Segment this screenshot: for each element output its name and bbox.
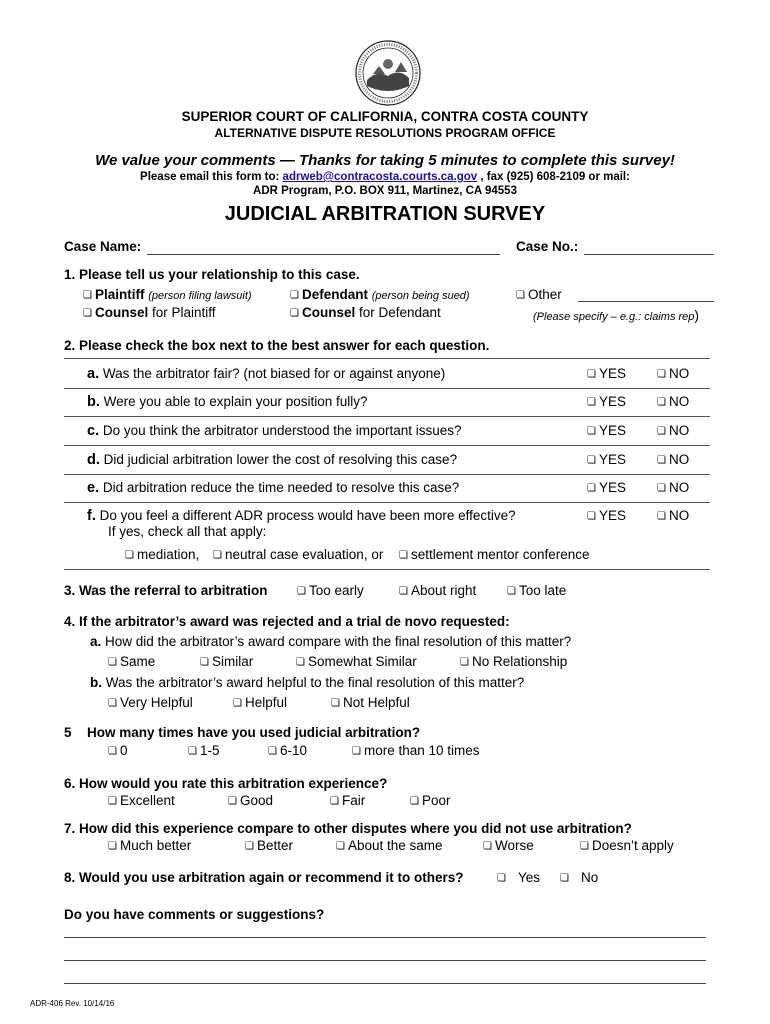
divider — [64, 569, 710, 570]
q4-a-question — [90, 634, 571, 649]
divider — [64, 445, 710, 446]
checkbox-icon[interactable]: ❏ — [587, 511, 596, 522]
checkbox-icon[interactable]: ❏ — [410, 796, 419, 807]
defendant-note: (person being sued) — [371, 290, 470, 302]
checkbox-icon[interactable]: ❏ — [483, 841, 492, 852]
yes-label: YES — [598, 394, 626, 409]
q1-counsel-defendant-option[interactable] — [290, 305, 441, 320]
q6-question: 6. How would you rate this arbitration experience? — [64, 776, 388, 791]
option-label: Very Helpful — [119, 695, 193, 710]
checkbox-icon[interactable]: ❏ — [336, 841, 345, 852]
checkbox-icon[interactable]: ❏ — [108, 796, 117, 807]
q7-better[interactable] — [245, 838, 293, 853]
option-label: settlement mentor conference — [410, 547, 590, 562]
q4-b-very-helpful[interactable] — [108, 695, 193, 710]
office-name: ALTERNATIVE DISPUTE RESOLUTIONS PROGRAM OFFICE — [214, 126, 556, 140]
divider — [64, 474, 710, 475]
q2-letter: c. — [87, 423, 100, 439]
comments-line-2[interactable] — [64, 960, 706, 961]
q4-a-similar[interactable] — [200, 654, 253, 669]
q4-b-letter: b. — [90, 675, 102, 690]
q2-question: 2. Please check the box next to the best answer for each question. — [64, 338, 490, 353]
comments-question: Do you have comments or suggestions? — [64, 907, 325, 922]
plaintiff-label: Plaintiff — [94, 287, 145, 302]
email-link[interactable]: adrweb@contracosta.courts.ca.gov — [282, 171, 478, 183]
comments-line-1[interactable] — [64, 937, 706, 938]
q2-f-settlement[interactable] — [399, 547, 590, 562]
q6-poor[interactable] — [410, 793, 451, 808]
q7-about-the-same[interactable] — [336, 838, 443, 853]
option-label: 0 — [119, 743, 128, 758]
q2-letter: d. — [87, 452, 100, 468]
checkbox-icon[interactable]: ❏ — [296, 657, 305, 668]
q5-question: How many times have you used judicial arbitration? — [87, 725, 421, 740]
q1-counsel-plaintiff-option[interactable] — [83, 305, 216, 320]
q2-text: Do you feel a different ADR process would have been more effective? — [99, 508, 516, 523]
no-option[interactable] — [657, 394, 689, 409]
divider — [64, 388, 710, 389]
no-option[interactable] — [657, 508, 689, 523]
checkbox-icon[interactable]: ❏ — [188, 746, 197, 757]
option-label: Fair — [341, 793, 366, 808]
q2-letter: f. — [87, 508, 96, 524]
checkbox-icon[interactable]: ❏ — [587, 369, 596, 380]
case-name-field[interactable] — [147, 254, 500, 255]
mail-address: ADR Program, P.O. BOX 911, Martinez, CA 94553 — [253, 185, 517, 197]
q6-good[interactable] — [228, 793, 273, 808]
q2-row — [87, 394, 368, 410]
q2-row — [87, 480, 459, 496]
q4-b-not-helpful[interactable] — [331, 695, 410, 710]
option-label: Helpful — [244, 695, 287, 710]
option-label: Yes — [517, 870, 540, 885]
q2-text: Was the arbitrator fair? (not biased for or against anyone) — [102, 366, 446, 381]
q7-worse[interactable] — [483, 838, 534, 853]
option-label: Somewhat Similar — [307, 654, 417, 669]
q2-text: Do you think the arbitrator understood the important issues? — [102, 423, 462, 438]
no-label: NO — [668, 394, 690, 409]
yes-option[interactable] — [587, 508, 626, 523]
option-label: About the same — [347, 838, 443, 853]
checkbox-icon[interactable]: ❏ — [580, 841, 589, 852]
q5-option-1-5[interactable] — [188, 743, 219, 758]
option-label: Doesn’t apply — [591, 838, 674, 853]
counsel-word: Counsel — [301, 305, 356, 320]
case-name-label: Case Name: — [64, 239, 142, 254]
q1-question: 1. Please tell us your relationship to this case. — [64, 267, 360, 282]
yes-label: YES — [598, 452, 626, 467]
no-option[interactable] — [657, 423, 689, 438]
no-option[interactable] — [657, 452, 689, 467]
q4-a-no-relationship[interactable] — [460, 654, 567, 669]
option-label: 1-5 — [199, 743, 220, 758]
yes-option[interactable] — [587, 394, 626, 409]
q4-a-text: How did the arbitrator’s award compare with the final resolution of this matter? — [101, 634, 572, 649]
checkbox-icon[interactable]: ❏ — [657, 426, 666, 437]
yes-label: YES — [598, 480, 626, 495]
option-label: Better — [256, 838, 293, 853]
q2-text: Were you able to explain your position fully? — [103, 394, 368, 409]
counsel-defendant-label: for Defendant — [355, 305, 441, 320]
option-label: Poor — [421, 793, 451, 808]
option-label: About right — [410, 583, 477, 598]
checkbox-icon[interactable]: ❏ — [268, 746, 277, 757]
case-no-label: Case No.: — [516, 239, 579, 254]
q2-text: Did judicial arbitration lower the cost of resolving this case? — [103, 452, 458, 467]
q4-a-same[interactable] — [108, 654, 155, 669]
q2-letter: e. — [87, 480, 100, 496]
plaintiff-note: (person filing lawsuit) — [148, 290, 252, 302]
counsel-plaintiff-label: for Plaintiff — [148, 305, 216, 320]
checkbox-icon[interactable]: ❏ — [657, 397, 666, 408]
other-note-text: (Please specify – e.g.: claims rep — [533, 311, 695, 323]
q1-plaintiff-option[interactable] — [83, 287, 252, 302]
q8-no[interactable] — [560, 870, 598, 885]
q6-excellent[interactable] — [108, 793, 175, 808]
checkbox-icon[interactable]: ❏ — [587, 483, 596, 494]
checkbox-icon[interactable]: ❏ — [330, 796, 339, 807]
no-label: NO — [668, 423, 690, 438]
checkbox-icon[interactable]: ❏ — [507, 586, 516, 597]
option-label: Too late — [518, 583, 567, 598]
yes-option[interactable] — [587, 480, 626, 495]
checkbox-icon[interactable]: ❏ — [290, 290, 299, 301]
no-label: NO — [668, 508, 690, 523]
q3-too-early[interactable] — [297, 583, 364, 598]
option-label: 6-10 — [279, 743, 307, 758]
q4-question: 4. If the arbitrator’s award was rejected and a trial de novo requested: — [64, 614, 510, 629]
option-label: Much better — [119, 838, 192, 853]
option-label: Too early — [308, 583, 364, 598]
intro-text: We value your comments — Thanks for taking 5 minutes to complete this survey! — [95, 152, 675, 169]
yes-option[interactable] — [587, 423, 626, 438]
no-option[interactable] — [657, 366, 689, 381]
yes-label: YES — [598, 423, 626, 438]
divider — [64, 416, 710, 417]
checkbox-icon[interactable]: ❏ — [245, 841, 254, 852]
checkbox-icon[interactable]: ❏ — [290, 308, 299, 319]
option-label: Similar — [211, 654, 254, 669]
checkbox-icon[interactable]: ❏ — [213, 550, 222, 561]
q2-f-neutral[interactable] — [213, 547, 383, 562]
no-label: NO — [668, 452, 690, 467]
checkbox-icon[interactable]: ❏ — [83, 308, 92, 319]
checkbox-icon[interactable]: ❏ — [108, 841, 117, 852]
checkbox-icon[interactable]: ❏ — [460, 657, 469, 668]
q2-letter: a. — [87, 366, 100, 382]
q7-much-better[interactable] — [108, 838, 191, 853]
other-specify-field[interactable] — [578, 301, 714, 302]
checkbox-icon[interactable]: ❏ — [233, 698, 242, 709]
q5-option-more-than-10[interactable] — [352, 743, 480, 758]
checkbox-icon[interactable]: ❏ — [657, 455, 666, 466]
q2-letter: b. — [87, 394, 100, 410]
email-line — [0, 171, 770, 183]
checkbox-icon[interactable]: ❏ — [657, 369, 666, 380]
q4-b-helpful[interactable] — [233, 695, 287, 710]
q4-a-letter: a. — [90, 634, 102, 649]
option-label: mediation, — [136, 547, 200, 562]
q3-about-right[interactable] — [399, 583, 476, 598]
checkbox-icon[interactable]: ❏ — [125, 550, 134, 561]
checkbox-icon[interactable]: ❏ — [331, 698, 340, 709]
option-label: neutral case evaluation, or — [224, 547, 384, 562]
checkbox-icon[interactable]: ❏ — [587, 397, 596, 408]
divider — [64, 358, 710, 359]
option-label: Excellent — [119, 793, 175, 808]
no-label: NO — [668, 366, 690, 381]
checkbox-icon[interactable]: ❏ — [560, 873, 569, 884]
q3-question: 3. Was the referral to arbitration — [64, 583, 268, 598]
q1-defendant-option[interactable] — [290, 287, 470, 302]
checkbox-icon[interactable]: ❏ — [228, 796, 237, 807]
q4-a-somewhat-similar[interactable] — [296, 654, 417, 669]
q7-question: 7. How did this experience compare to other disputes where you did not use arbitration? — [64, 821, 632, 836]
q3-too-late[interactable] — [507, 583, 566, 598]
option-label: No — [580, 870, 599, 885]
other-label: Other — [527, 287, 562, 302]
email-prefix: Please email this form to: — [140, 171, 283, 183]
q7-doesnt-apply[interactable] — [580, 838, 674, 853]
option-label: Good — [239, 793, 273, 808]
page-title: JUDICIAL ARBITRATION SURVEY — [224, 203, 546, 225]
comments-line-3[interactable] — [64, 983, 706, 984]
option-label: Worse — [494, 838, 534, 853]
yes-option[interactable] — [587, 366, 626, 381]
checkbox-icon[interactable]: ❏ — [200, 657, 209, 668]
other-note-paren: ) — [694, 307, 700, 323]
checkbox-icon[interactable]: ❏ — [516, 290, 525, 301]
q6-fair[interactable] — [330, 793, 365, 808]
yes-option[interactable] — [587, 452, 626, 467]
no-label: NO — [668, 480, 690, 495]
checkbox-icon[interactable]: ❏ — [587, 455, 596, 466]
q8-question: 8. Would you use arbitration again or recommend it to others? — [64, 870, 464, 885]
q2-text: Did arbitration reduce the time needed to resolve this case? — [102, 480, 460, 495]
checkbox-icon[interactable]: ❏ — [297, 586, 306, 597]
q2-f-sub: If yes, check all that apply: — [108, 524, 267, 539]
court-name: SUPERIOR COURT OF CALIFORNIA, CONTRA COSTA COUNTY — [181, 109, 589, 124]
checkbox-icon[interactable]: ❏ — [108, 746, 117, 757]
checkbox-icon[interactable]: ❏ — [657, 511, 666, 522]
case-no-field[interactable] — [584, 254, 714, 255]
option-label: more than 10 times — [363, 743, 480, 758]
checkbox-icon[interactable]: ❏ — [497, 873, 506, 884]
checkbox-icon[interactable]: ❏ — [108, 657, 117, 668]
checkbox-icon[interactable]: ❏ — [352, 746, 361, 757]
no-option[interactable] — [657, 480, 689, 495]
q1-other-option[interactable] — [516, 287, 562, 302]
yes-label: YES — [598, 508, 626, 523]
court-seal-logo — [355, 40, 421, 106]
q8-yes[interactable] — [497, 870, 540, 885]
q5-number: 5 — [64, 725, 72, 740]
yes-label: YES — [598, 366, 626, 381]
q4-b-question — [90, 675, 524, 690]
q2-row — [87, 366, 445, 382]
option-label: No Relationship — [471, 654, 568, 669]
option-label: Same — [119, 654, 156, 669]
form-id: ADR-406 Rev. 10/14/16 — [30, 999, 115, 1008]
divider — [64, 502, 710, 503]
q2-row — [87, 423, 462, 439]
counsel-word: Counsel — [94, 305, 149, 320]
option-label: Not Helpful — [342, 695, 410, 710]
q5-option-6-10[interactable] — [268, 743, 307, 758]
q2-f-mediation[interactable] — [125, 547, 199, 562]
q4-b-text: Was the arbitrator’s award helpful to the final resolution of this matter? — [102, 675, 525, 690]
q5-option-0[interactable] — [108, 743, 127, 758]
q2-row — [87, 452, 457, 468]
checkbox-icon[interactable]: ❏ — [83, 290, 92, 301]
checkbox-icon[interactable]: ❏ — [399, 550, 408, 561]
other-note — [533, 307, 699, 325]
checkbox-icon[interactable]: ❏ — [657, 483, 666, 494]
checkbox-icon[interactable]: ❏ — [108, 698, 117, 709]
email-suffix: , fax (925) 608-2109 or mail: — [477, 171, 630, 183]
q2-row — [87, 508, 516, 524]
checkbox-icon[interactable]: ❏ — [587, 426, 596, 437]
checkbox-icon[interactable]: ❏ — [399, 586, 408, 597]
defendant-label: Defendant — [301, 287, 368, 302]
